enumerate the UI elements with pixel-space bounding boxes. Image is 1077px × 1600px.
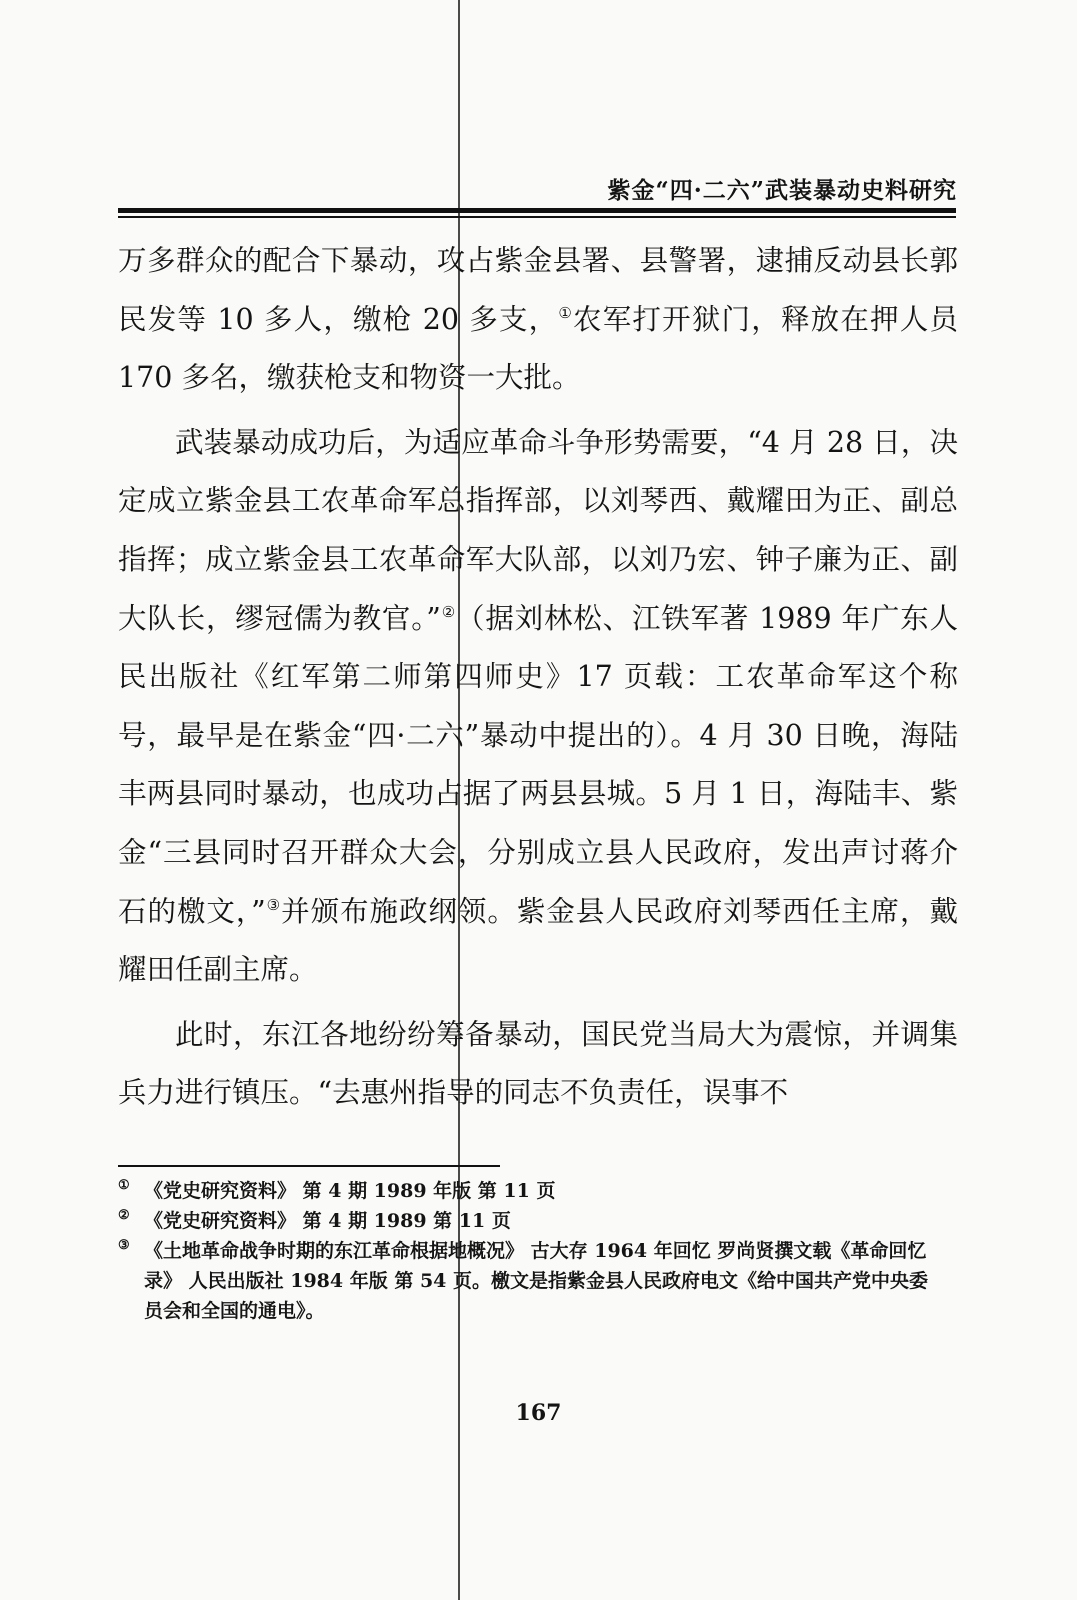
footnote-2-mark: ② xyxy=(118,1208,130,1223)
footnote-3-text: 《土地革命战争时期的东江革命根据地概况》 古大存 1964 年回忆 罗尚贤撰文载《革命回忆录》 人民出版社 1984 年版 第 54 页。檄文是指紫金县人民政府电文《给中国共产党中央委员会和全国的通电》。 xyxy=(144,1240,929,1322)
footnote-1-mark: ① xyxy=(118,1178,130,1193)
footnote-3 xyxy=(118,1236,938,1326)
paragraph-2-text-c: 并颁布施政纲领。紫金县人民政府刘琴西任主席，戴耀田任副主席。 xyxy=(118,894,958,987)
page-number: 167 xyxy=(515,1400,562,1426)
header-rule-thin xyxy=(118,216,956,218)
footnote-1-text: 《党史研究资料》 第 4 期 1989 年版 第 11 页 xyxy=(144,1180,556,1202)
paragraph-1 xyxy=(118,232,958,408)
running-header: 紫金“四·二六”武装暴动史料研究 xyxy=(607,177,957,204)
paragraph-2-text-b: （据刘林松、江铁军著 1989 年广东人民出版社《红军第二师第四师史》17 页载：工农革命军这个称号，最早是在紫金“四·二六”暴动中提出的）。4 月 30 日晚，海陆丰两县同时暴动，也成功占据了两县县城。5 月 1 日，海陆丰、紫金“三县同时召开群众大会，分别成立县人民政府，发出声讨蒋介石的檄文，” xyxy=(118,601,959,928)
footnote-separator xyxy=(118,1165,500,1167)
footnote-3-mark: ③ xyxy=(118,1238,130,1253)
footnotes xyxy=(118,1176,938,1326)
paragraph-3-text-a: 此时，东江各地纷纷筹备暴动，国民党当局大为震惊，并调集兵力进行镇压。“去惠州指导的同志不负责任，误事不 xyxy=(118,1017,958,1110)
footnote-ref-2: ② xyxy=(440,602,456,621)
footnote-2-text: 《党史研究资料》 第 4 期 1989 第 11 页 xyxy=(144,1210,511,1232)
footnote-1 xyxy=(118,1176,938,1206)
footnote-ref-1: ① xyxy=(558,303,574,322)
body-text xyxy=(118,232,958,1123)
paragraph-2 xyxy=(118,414,958,1000)
header-rule-thick xyxy=(118,208,956,213)
footnote-ref-3: ③ xyxy=(265,895,282,914)
paragraph-3 xyxy=(118,1006,958,1123)
paragraph-1-text-a: 万多群众的配合下暴动，攻占紫金县署、县警署，逮捕反动县长郭民发等 10 多人，缴枪 20 多支， xyxy=(118,244,958,336)
paragraph-1-text-b: 农军打开狱门，释放在押人员 170 多名，缴获枪支和物资一大批。 xyxy=(118,302,958,395)
paragraph-2-text-a: 武装暴动成功后，为适应革命斗争形势需要，“4 月 28 日，决定成立紫金县工农革命军总指挥部，以刘琴西、戴耀田为正、副总指挥；成立紫金县工农革命军大队部，以刘乃宏、钟子廉为正、副大队长，缪冠儒为教官。” xyxy=(118,425,958,635)
footnote-2 xyxy=(118,1206,938,1236)
